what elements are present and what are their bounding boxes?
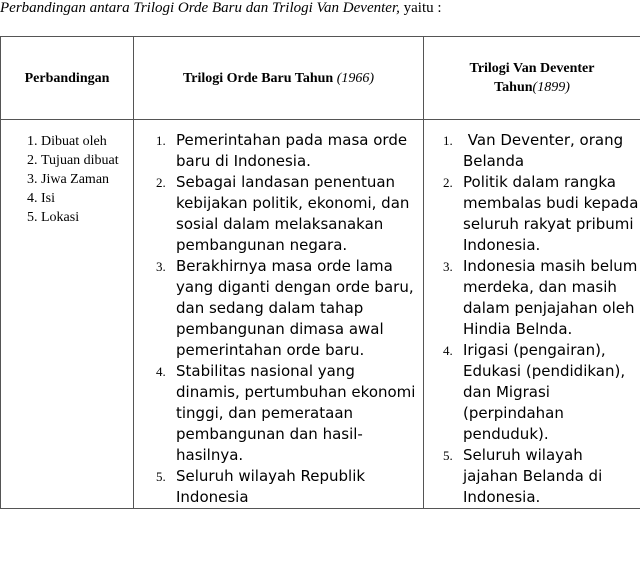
list-item: 3. Berakhirnya masa orde lama yang diganti dengan orde baru, dan sedang dalam tahap pembangunan dimasa awal pemerintahan orde baru. xyxy=(156,257,414,359)
list-item: 3. Indonesia masih belum merdeka, dan masih dalam penjajahan oleh Hindia Belnda. xyxy=(443,257,638,338)
header-perbandingan: Perbandingan xyxy=(1,37,134,120)
van-deventer-list xyxy=(424,130,640,508)
comparison-criteria-cell xyxy=(1,120,134,509)
list-item: 4. Irigasi (pengairan), Edukasi (pendidikan), dan Migrasi (perpindahan penduduk). xyxy=(443,341,626,443)
intro-title: Perbandingan antara Trilogi Orde Baru dan Trilogi Van Deventer, xyxy=(0,0,400,16)
comparison-criteria-list xyxy=(1,132,133,227)
orde-baru-list xyxy=(134,130,423,508)
list-item: 5. Seluruh wilayah Republik Indonesia xyxy=(156,467,366,506)
header-orde-baru xyxy=(134,37,424,120)
list-item: 5. Lokasi xyxy=(41,208,133,227)
list-item: 2. Sebagai landasan penentuan kebijakan politik, ekonomi, dan sosial dalam melaksanakan pembangunan negara. xyxy=(156,173,410,254)
header-orde-baru-year: (1966) xyxy=(336,70,375,86)
header-van-deventer xyxy=(424,37,640,120)
orde-baru-cell xyxy=(134,120,424,509)
list-item: 4. Stabilitas nasional yang dinamis, pertumbuhan ekonomi tinggi, dan pemerataan pembangunan dan hasil-hasilnya. xyxy=(156,362,416,464)
header-row xyxy=(1,37,640,120)
list-item: 3. Jiwa Zaman xyxy=(41,170,133,189)
header-van-deventer-label: Tahun xyxy=(494,80,533,95)
list-item: 5. Seluruh wilayah jajahan Belanda di Indonesia. xyxy=(443,446,603,506)
intro-sentence xyxy=(0,0,442,17)
content-row xyxy=(1,120,640,509)
list-item: 1. Dibuat oleh xyxy=(41,132,133,151)
header-van-deventer-year: (1899) xyxy=(532,80,570,95)
comparison-table xyxy=(0,36,640,509)
list-item: 1. Van Deventer, orang Belanda xyxy=(443,131,628,170)
list-item: 4. Isi xyxy=(41,189,133,208)
list-item: 1. Pemerintahan pada masa orde baru di Indonesia. xyxy=(156,131,408,170)
list-item: 2. Tujuan dibuat xyxy=(41,151,133,170)
van-deventer-cell xyxy=(424,120,640,509)
header-orde-baru-label: Trilogi Orde Baru Tahun xyxy=(182,70,337,86)
intro-suffix: yaitu : xyxy=(399,0,442,16)
header-van-deventer-line1: Trilogi Van Deventer xyxy=(469,61,595,76)
list-item: 2. Politik dalam rangka membalas budi kepada seluruh rakyat pribumi Indonesia. xyxy=(443,173,639,254)
